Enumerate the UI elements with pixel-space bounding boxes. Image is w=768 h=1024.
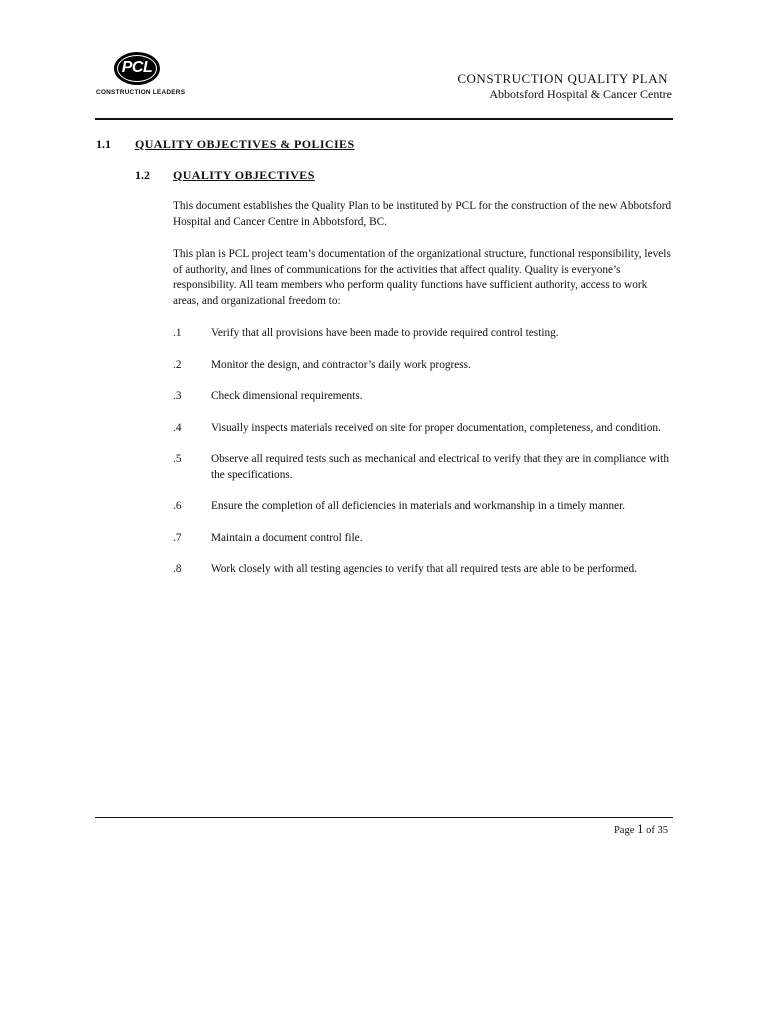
item-text: Observe all required tests such as mechanical and electrical to verify that they are in compliance with the specifications. [211,453,669,481]
subsection-title: QUALITY OBJECTIVES [173,168,315,182]
list-item [173,358,673,374]
objectives-list [173,326,673,594]
logo-tagline: CONSTRUCTION LEADERS [96,89,186,96]
list-item [173,421,673,437]
item-number: .1 [173,327,182,339]
list-item [173,326,673,342]
page-number: 1 [637,821,644,836]
item-text: Maintain a document control file. [211,531,363,544]
item-text: Work closely with all testing agencies to verify that all required tests are able to be performed. [211,563,638,575]
document-title: CONSTRUCTION QUALITY PLAN [457,71,668,86]
item-number: .2 [173,358,182,371]
item-text: Visually inspects materials received on site for proper documentation, completeness, and condition. [211,421,661,434]
item-number: .7 [173,531,182,544]
list-item [173,499,673,515]
list-item [173,452,673,483]
item-number: .3 [173,390,182,402]
page-total: of 35 [646,825,668,836]
list-item [173,531,673,547]
page-label: Page [613,825,635,836]
item-text: Ensure the completion of all deficiencies in materials and workmanship in a timely manner. [211,500,626,512]
item-text: Check dimensional requirements. [211,390,363,402]
document-subtitle: Abbotsford Hospital & Cancer Centre [489,87,672,101]
list-item [173,389,673,405]
subsection-number: 1.2 [135,168,150,182]
item-number: .6 [173,500,182,512]
item-number: .8 [173,563,182,575]
pcl-logo [96,52,186,98]
pcl-logo-oval [114,52,160,85]
plan-paragraph: This plan is PCL project team’s documentation of the organizational structure, functional responsibility, levels of authority, and lines of communications for the activities that affect quality. Quality is everyone’s responsibility. All team members who perform quality functions have sufficient authority, access to work areas, and organizational freedom to: [173,248,671,307]
item-text: Verify that all provisions have been made to provide required control testing. [211,327,559,339]
section-number: 1.1 [96,137,111,151]
page-indicator [614,821,668,837]
footer-divider [95,817,673,818]
intro-paragraph: This document establishes the Quality Plan to be instituted by PCL for the construction of the new Abbotsford Hospital and Cancer Centre in Abbotsford, BC. [173,200,672,228]
list-item [173,562,673,578]
header-divider [95,118,673,120]
item-number: .5 [173,453,182,465]
item-text: Monitor the design, and contractor’s daily work progress. [211,358,471,371]
item-number: .4 [173,421,182,434]
logo-text: PCL [121,59,153,76]
section-title: QUALITY OBJECTIVES & POLICIES [135,137,355,151]
